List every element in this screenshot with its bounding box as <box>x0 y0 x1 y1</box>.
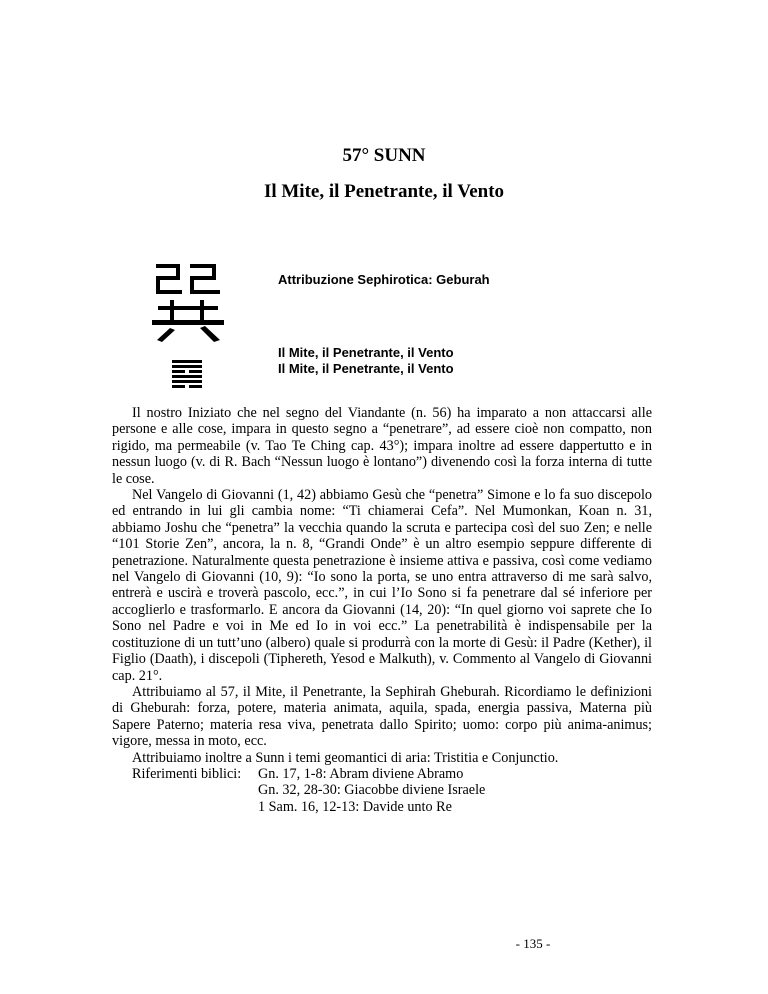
reference-item: Gn. 32, 28-30: Giacobbe diviene Israele <box>258 782 486 799</box>
body-text <box>112 405 652 815</box>
biblical-references <box>112 766 652 815</box>
hexagram-57-icon <box>170 358 206 394</box>
page-number: - 135 - <box>515 936 551 951</box>
references-label: Riferimenti biblici: <box>132 765 242 782</box>
chapter-number-title: 57° SUNN <box>342 145 426 166</box>
paragraph: Il nostro Iniziato che nel segno del Viandante (n. 56) ha imparato a non attaccarsi alle persone e alle cose, impara in questo segno a “penetrare”, ad essere cioè non compatto, non rigido, ma permeabile (v. Tao Te Ching cap. 43°); impara inoltre ad essere dappertutto e in nessun luogo (v. di R. Bach “Nessun luogo è lontano”) divenendo così la forza interna di tutte le cose. <box>112 405 652 487</box>
sephirotic-attribution: Attribuzione Sephirotica: Geburah <box>278 272 490 287</box>
chapter-subtitle: Il Mite, il Penetrante, il Vento <box>263 181 505 202</box>
trigram-line-upper: Il Mite, il Penetrante, il Vento <box>278 345 454 360</box>
paragraph: Attribuiamo inoltre a Sunn i temi geomantici di aria: Tristitia e Conjunctio. <box>132 749 559 766</box>
reference-item: Gn. 17, 1-8: Abram diviene Abramo <box>258 765 464 782</box>
paragraph: Attribuiamo al 57, il Mite, il Penetrante, la Sephirah Gheburah. Ricordiamo le definizioni di Gheburah: forza, potere, materia animata, aquila, spada, energia passiva, Materna più Sapere Paterno; materia resa viva, penetrata dallo Spirito; uomo: corpo più anima-animus; vigore, messa in moto, ecc. <box>112 683 652 750</box>
paragraph: Nel Vangelo di Giovanni (1, 42) abbiamo Gesù che “penetra” Simone e lo fa suo discepolo ed entrando in lui gli cambia nome: “Ti chiamerai Cefa”. Nel Mumonkan, Koan n. 31, abbiamo Joshu che “penetra” la vecchia quando la scruta e partecipa così del suo Zen; e nelle “101 Storie Zen”, ancora, la n. 8, “Grandi Onde” è un altro esempio seppure differente di penetrazione. Naturalmente questa penetrazione è insieme attiva e passiva, così come vediamo nel Vangelo di Giovanni (10, 9): “Io sono la porta, se uno entra attraverso di me sarà salvo, entrerà e uscirà e troverà pascolo, ecc.”, in cui l’Io Sono si fa penetrare dal sé inferiore per accoglierlo e trasformarlo. E ancora da Giovanni (14, 20): “In quel giorno voi saprete che Io Sono nel Padre e voi in Me ed Io in voi ecc.” La penetrabilità è indispensabile per la costituzione di un tutt’uno (albero) quale si produrrà con la morte di Gesù: il Padre (Kether), il Figlio (Daath), i discepoli (Tiphereth, Yesod e Malkuth), v. Commento al Vangelo di Giovanni cap. 21°. <box>112 487 652 684</box>
trigram-descriptions <box>278 345 454 377</box>
symbol-block <box>148 258 228 378</box>
trigram-line-lower: Il Mite, il Penetrante, il Vento <box>278 361 454 376</box>
reference-item: 1 Sam. 16, 12-13: Davide unto Re <box>258 798 452 815</box>
